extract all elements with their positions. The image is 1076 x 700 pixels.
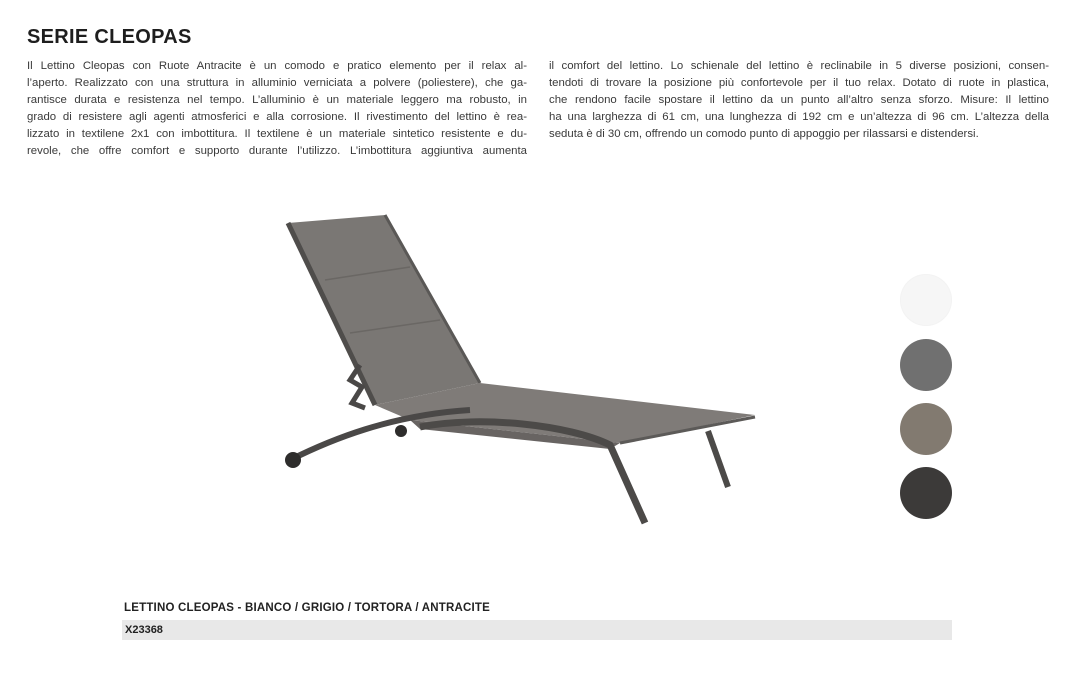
description-line: rantisce durata e resistenza nel tempo. L’alluminio è un materiale leggero ma robusto, in [27, 94, 527, 106]
product-code: X23368 [125, 624, 163, 636]
description-right-column [549, 58, 1049, 143]
description-line: revole, che offre comfort e supporto durante l’utilizzo. L’imbottitura aggiuntiva aumenta [27, 145, 527, 157]
wheel [285, 452, 301, 468]
description-line: l’aperto. Realizzato con una struttura in alluminio verniciata a polvere (poliestere), che ga- [27, 77, 527, 89]
description-line: che rendono facile spostare il lettino da un punto all’altro senza sforzo. Misure: Il lettino [549, 94, 1049, 106]
sun-lounger-image [270, 205, 770, 540]
backrest-fabric [288, 215, 480, 405]
page-title: SERIE CLEOPAS [27, 26, 192, 48]
description-line: lizzato in textilene 2x1 con imbottitura. Il textilene è un materiale sintetico resistente e du- [27, 128, 527, 140]
description-line: tendoti di trovare la posizione più confortevole per il tuo relax. Dotato di ruote in plastica, [549, 77, 1049, 89]
product-code-row [122, 620, 952, 640]
description-line: grado di resistere agli agenti atmosferici e alla corrosione. Il rivestimento del lettino è rea- [27, 111, 527, 123]
description-line: seduta è di 30 cm, offrendo un comodo punto di appoggio per rilassarsi e distendersi. [549, 128, 979, 140]
description-line: Il Lettino Cleopas con Ruote Antracite è un comodo e pratico elemento per il relax al- [27, 60, 527, 72]
description-line: ha una larghezza di 61 cm, una lunghezza di 192 cm e un’altezza di 96 cm. L’altezza della [549, 111, 1049, 123]
description-line: il comfort del lettino. Lo schienale del lettino è reclinabile in 5 diverse posizioni, consen- [549, 60, 1049, 72]
color-swatch-antracite[interactable] [900, 467, 952, 519]
color-swatch-tortora[interactable] [900, 403, 952, 455]
product-name: LETTINO CLEOPAS - BIANCO / GRIGIO / TORTORA / ANTRACITE [124, 602, 491, 614]
color-swatch-bianco[interactable] [900, 274, 952, 326]
description-left-column [27, 58, 527, 160]
color-swatch-grigio[interactable] [900, 339, 952, 391]
